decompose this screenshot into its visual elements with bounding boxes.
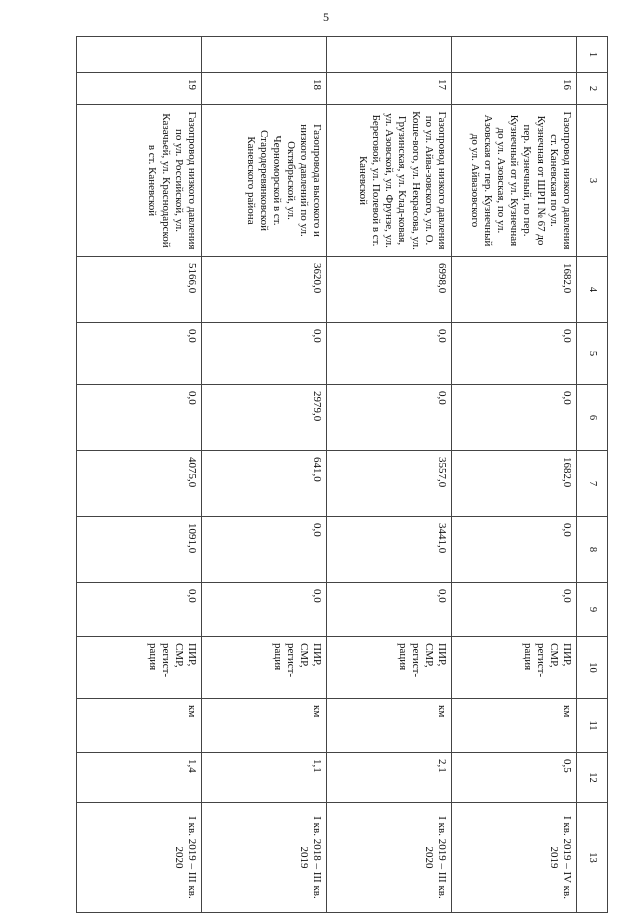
- value-col8: 0,0: [202, 517, 327, 583]
- page-number: 5: [323, 10, 329, 24]
- column-number-row: [577, 37, 608, 913]
- column-number: 13: [577, 803, 608, 913]
- unit: км: [327, 699, 452, 753]
- column-number: 6: [577, 385, 608, 451]
- value-col8: 3441,0: [327, 517, 452, 583]
- value-col8: 1091,0: [77, 517, 202, 583]
- column-number: 1: [577, 37, 608, 73]
- unit: км: [452, 699, 577, 753]
- value-col6: 0,0: [327, 385, 452, 451]
- value-col7: 1682,0: [452, 451, 577, 517]
- value-col4: 3620,0: [202, 257, 327, 323]
- column-number: 11: [577, 699, 608, 753]
- value-col4: 1682,0: [452, 257, 577, 323]
- column-number: 10: [577, 637, 608, 699]
- column-number: 4: [577, 257, 608, 323]
- object-name: Газопровод низкого давления по ул. Айва-зовского, ул. О. Коше-вого, ул. Некрасова, ул. Грузинская, ул. Клад-ковая, ул. Азовской, ул. Фрунзе, ул. Береговой, ул. Полевой в ст. Каневской: [327, 105, 452, 257]
- value-col6: 0,0: [77, 385, 202, 451]
- quantity: 1,4: [77, 753, 202, 803]
- work-stages: ПИР, СМР, регист-рация: [202, 637, 327, 699]
- value-col5: 0,0: [327, 323, 452, 385]
- value-col9: 0,0: [327, 583, 452, 637]
- column-number: 9: [577, 583, 608, 637]
- empty-cell: [452, 37, 577, 73]
- rotated-table-container: [92, 36, 608, 899]
- value-col8: 0,0: [452, 517, 577, 583]
- value-col7: 4075,0: [77, 451, 202, 517]
- period: I кв. 2018 – III кв. 2019: [202, 803, 327, 913]
- value-col5: 0,0: [202, 323, 327, 385]
- value-col9: 0,0: [202, 583, 327, 637]
- table-row: [77, 37, 202, 913]
- empty-cell: [77, 37, 202, 73]
- column-number: 5: [577, 323, 608, 385]
- value-col9: 0,0: [452, 583, 577, 637]
- value-col6: 2979,0: [202, 385, 327, 451]
- value-col9: 0,0: [77, 583, 202, 637]
- work-stages: ПИР, СМР, регист-рация: [452, 637, 577, 699]
- row-number: 18: [202, 73, 327, 105]
- period: I кв. 2019 – III кв. 2020: [327, 803, 452, 913]
- table-row: [202, 37, 327, 913]
- quantity: 1,1: [202, 753, 327, 803]
- column-number: 3: [577, 105, 608, 257]
- value-col7: 641,0: [202, 451, 327, 517]
- column-number: 7: [577, 451, 608, 517]
- table-frame: [92, 36, 608, 899]
- row-number: 19: [77, 73, 202, 105]
- program-table: [76, 36, 608, 913]
- work-stages: ПИР, СМР, регист-рация: [77, 637, 202, 699]
- period: I кв. 2019 – III кв. 2020: [77, 803, 202, 913]
- empty-cell: [327, 37, 452, 73]
- value-col5: 0,0: [452, 323, 577, 385]
- value-col4: 6998,0: [327, 257, 452, 323]
- value-col7: 3557,0: [327, 451, 452, 517]
- quantity: 2,1: [327, 753, 452, 803]
- unit: км: [202, 699, 327, 753]
- value-col5: 0,0: [77, 323, 202, 385]
- quantity: 0,5: [452, 753, 577, 803]
- column-number: 8: [577, 517, 608, 583]
- unit: км: [77, 699, 202, 753]
- object-name: Газопровод низкого давления ст. Каневская по ул. Кузнечная от ШРП № 67 до пер. Кузнечный, по пер. Кузнечный от ул. Кузнечная до ул. Азовская, по ул. Азовская от пер. Кузнечный до ул. Айвазовского: [452, 105, 577, 257]
- empty-cell: [202, 37, 327, 73]
- value-col4: 5166,0: [77, 257, 202, 323]
- row-number: 17: [327, 73, 452, 105]
- period: I кв. 2019 – IV кв. 2019: [452, 803, 577, 913]
- table-row: [327, 37, 452, 913]
- object-name: Газопровода высокого и низкого давлений по ул. Октябрьской, ул. Черноморской в ст. Стародеревянковской Каневского района: [202, 105, 327, 257]
- column-number: 2: [577, 73, 608, 105]
- row-number: 16: [452, 73, 577, 105]
- work-stages: ПИР, СМР, регист-рация: [327, 637, 452, 699]
- object-name: Газопровод низкого давления по ул. Российской, ул. Казачьей, ул. Краснодарской в ст. Каневской: [77, 105, 202, 257]
- column-number: 12: [577, 753, 608, 803]
- value-col6: 0,0: [452, 385, 577, 451]
- table-row: [452, 37, 577, 913]
